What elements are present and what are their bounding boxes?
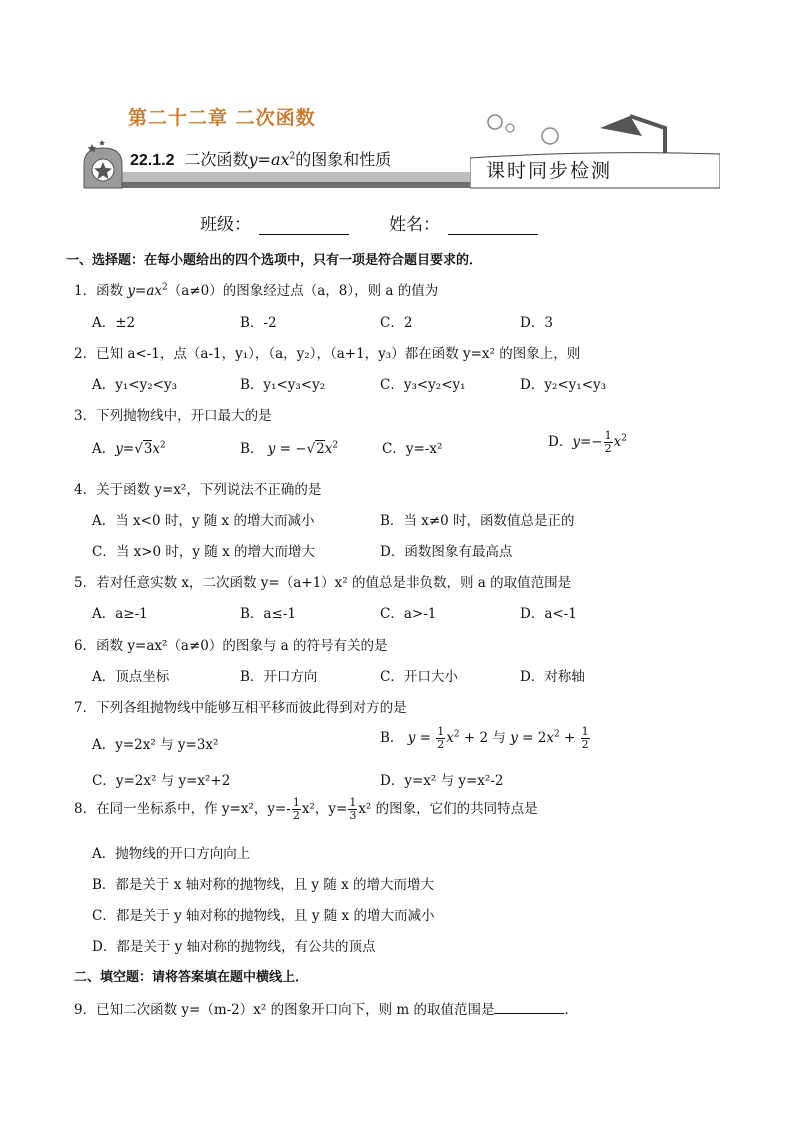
question-3: 3．下列抛物线中，开口最大的是 [74,408,272,424]
q7-option-d[interactable]: D．y=x² 与 y=x²-2 [380,773,504,789]
question-9: 9．已知二次函数 y=（m-2）x² 的图象开口向下，则 m 的取值范围是 ． [74,1002,578,1018]
banner-text: 课时同步检测 [486,160,613,182]
q3-option-b[interactable]: B． $y = -√2x^2$ [240,440,339,457]
q6-option-d[interactable]: D．对称轴 [520,669,585,685]
q5-option-d[interactable]: D．a<-1 [520,606,577,622]
class-label: 班级： [200,215,251,235]
section2-title: 二、填空题：请将答案填在题中横线上． [74,970,309,985]
q3-option-a[interactable]: A．$y=√3x^2$ [92,440,166,457]
q6-option-a[interactable]: A．顶点坐标 [92,669,170,685]
q4-option-c[interactable]: C．当 x>0 时，y 随 x 的增大而增大 [92,544,316,560]
star-medal-icon [78,140,128,190]
question-8: 8．在同一坐标系中，作 y=x²，y=- $\frac{1}{2}$ x²，y= $\frac{1}{3}$ x² 的图象，它们的共同特点是 [74,796,538,822]
q8-option-c[interactable]: C．都是关于 y 轴对称的抛物线，且 y 随 x 的增大而减小 [92,908,435,924]
q1-option-a[interactable]: A．±2 [92,315,136,331]
q3-option-c[interactable]: C．y=-x² [382,441,443,457]
q2-option-b[interactable]: B．y₁<y₃<y₂ [240,377,326,393]
question-4: 4．关于函数 y=x²，下列说法不正确的是 [74,482,322,498]
q1-option-c[interactable]: C．2 [380,315,413,331]
q8-option-d[interactable]: D．都是关于 y 轴对称的抛物线，有公共的顶点 [92,939,376,955]
question-7: 7．下列各组抛物线中能够互相平移而彼此得到对方的是 [74,700,407,716]
question-2: 2．已知 a<-1，点（a-1，y₁），（a，y₂），（a+1，y₃）都在函数 y=x² 的图象上，则 [74,346,581,362]
q7-option-c[interactable]: C．y=2x² 与 y=x²+2 [92,773,231,789]
question-5: 5．若对任意实数 x，二次函数 y=（a+1）x² 的值总是非负数，则 a 的取值范围是 [74,575,572,591]
q3-option-d[interactable]: D．y=− $\frac{1}{2}$ $x^2$ [548,429,627,455]
section-title-post: 的图象和性质 [295,150,392,169]
q6-option-c[interactable]: C．开口大小 [380,669,458,685]
q2-option-c[interactable]: C．y₃<y₂<y₁ [380,377,466,393]
student-fields [200,210,578,235]
question-1: 1．函数 $y=ax^2(a\ne 0)$的图象经过点（a，8），则 a 的值为 [74,282,439,299]
q5-option-c[interactable]: C．a>-1 [380,606,437,622]
q5-option-b[interactable]: B．a≤-1 [240,606,296,622]
q7-option-b[interactable]: B． y = $\frac{1}{2}$ $x^2 + 2$ 与 $y = 2x^2$ + $\frac{1}{2}$ [380,725,589,751]
q6-option-b[interactable]: B．开口方向 [240,669,318,685]
q4-option-b[interactable]: B．当 x≠0 时，函数值总是正的 [380,513,575,529]
q4-option-a[interactable]: A．当 x<0 时，y 随 x 的增大而减小 [92,513,315,529]
section-title: 22.1.2 二次函数$y=ax^2$的图象和性质 [130,150,392,169]
section-title-pre: 二次函数 [184,150,249,169]
q8-option-a[interactable]: A．抛物线的开口方向向上 [92,846,251,862]
q7-option-a[interactable]: A．y=2x² 与 y=3x² [92,737,219,753]
q2-option-a[interactable]: A．y₁<y₂<y₃ [92,377,177,393]
q1-option-b[interactable]: B．-2 [240,315,277,331]
chapter-title: 第二十二章 二次函数 [128,107,316,129]
class-input[interactable] [259,216,349,235]
q4-option-d[interactable]: D．函数图象有最高点 [380,544,513,560]
q2-option-d[interactable]: D．y₂<y₁<y₃ [520,377,607,393]
q8-option-b[interactable]: B．都是关于 x 轴对称的抛物线，且 y 随 x 的增大而增大 [92,877,435,893]
question-6: 6．函数 y=ax²（a≠0）的图象与 a 的符号有关的是 [74,638,388,654]
section1-title: 一、选择题：在每小题给出的四个选项中，只有一项是符合题目要求的． [66,253,483,268]
name-input[interactable] [448,216,538,235]
q9-answer-blank[interactable] [494,1001,564,1014]
q5-option-a[interactable]: A．a≥-1 [92,606,148,622]
name-label: 姓名： [389,215,440,235]
section-number: 22.1.2 [130,152,175,169]
section-title-formula: y=ax [248,150,290,169]
q1-option-d[interactable]: D．3 [520,315,553,331]
